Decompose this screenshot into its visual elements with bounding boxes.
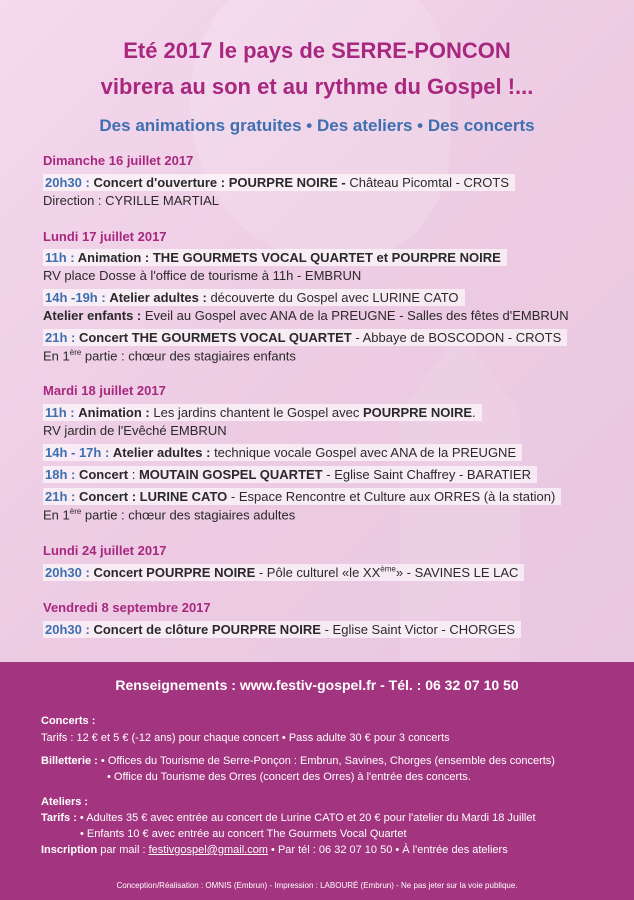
renseignements: Renseignements : www.festiv-gospel.fr - Tél. : 06 32 07 10 50 (115, 677, 519, 693)
billetterie-line-1: Billetterie : • Offices du Tourisme de Serre-Ponçon : Embrun, Savines, Chorges (ensemble des concerts) (41, 755, 555, 767)
event-line: RV place Dosse à l'office de tourisme à 11h - EMBRUN (43, 268, 362, 283)
event-line: Direction : CYRILLE MARTIAL (43, 193, 220, 208)
ateliers-title: Ateliers : (41, 796, 89, 808)
event-line: RV jardin de l'Evêché EMBRUN (43, 423, 227, 438)
concerts-title: Concerts : (41, 715, 96, 727)
concerts-tarifs: Tarifs : 12 € et 5 € (-12 ans) pour chaque concert • Pass adulte 30 € pour 3 concerts (41, 732, 450, 744)
email-link[interactable]: festivgospel@gmail.com (148, 844, 268, 856)
day-date: Dimanche 16 juillet 2017 (43, 153, 194, 168)
day-date: Lundi 24 juillet 2017 (43, 543, 167, 558)
day-date: Mardi 18 juillet 2017 (43, 383, 166, 398)
event-line: 18h : Concert : MOUTAIN GOSPEL QUARTET - Eglise Saint Chaffrey - BARATIER (43, 467, 537, 482)
subtitle: Des animations gratuites • Des ateliers • Des concerts (99, 116, 535, 135)
title-line-1: Eté 2017 le pays de SERRE-PONCON (123, 38, 511, 63)
event-line: 21h : Concert : LURINE CATO - Espace Rencontre et Culture aux ORRES (à la station) (43, 489, 561, 504)
billetterie-line-2: • Office du Tourisme des Orres (concert des Orres) à l'entrée des concerts. (107, 771, 471, 783)
inscription-line: Inscription par mail : festivgospel@gmail.com • Par tél : 06 32 07 10 50 • À l'entrée des ateliers (41, 844, 508, 856)
title-line-2: vibrera au son et au rythme du Gospel !... (100, 74, 534, 99)
day-date: Lundi 17 juillet 2017 (43, 229, 167, 244)
day-date: Vendredi 8 septembre 2017 (43, 600, 211, 615)
tarifs-line-1: Tarifs : • Adultes 35 € avec entrée au concert de Lurine CATO et 20 € pour l'atelier du Mardi 18 Juillet (41, 812, 536, 824)
event-line: En 1ère partie : chœur des stagiaires enfants (43, 348, 296, 364)
event-line: 11h : Animation : Les jardins chantent le Gospel avec POURPRE NOIRE. (43, 405, 482, 420)
event-line: 20h30 : Concert POURPRE NOIRE - Pôle culturel «le XXème» - SAVINES LE LAC (43, 565, 524, 580)
event-line: 14h -19h : Atelier adultes : découverte du Gospel avec LURINE CATO (43, 290, 465, 305)
event-line: Atelier enfants : Eveil au Gospel avec ANA de la PREUGNE - Salles des fêtes d'EMBRUN (43, 308, 569, 323)
tarifs-line-2: • Enfants 10 € avec entrée au concert The Gourmets Vocal Quartet (80, 828, 407, 840)
event-line: 21h : Concert THE GOURMETS VOCAL QUARTET - Abbaye de BOSCODON - CROTS (43, 330, 567, 345)
event-line: En 1ère partie : chœur des stagiaires adultes (43, 507, 296, 523)
event-line: 11h : Animation : THE GOURMETS VOCAL QUARTET et POURPRE NOIRE (43, 250, 507, 265)
event-line: 20h30 : Concert de clôture POURPRE NOIRE - Eglise Saint Victor - CHORGES (43, 622, 521, 637)
event-line: 20h30 : Concert d'ouverture : POURPRE NOIRE - Château Picomtal - CROTS (43, 175, 515, 190)
footer-credits: Conception/Réalisation : OMNIS (Embrun) - Impression : LABOURÉ (Embrun) - Ne pas jeter sur la voie publique. (116, 881, 518, 890)
event-line: 14h - 17h : Atelier adultes : technique vocale Gospel avec ANA de la PREUGNE (43, 445, 522, 460)
